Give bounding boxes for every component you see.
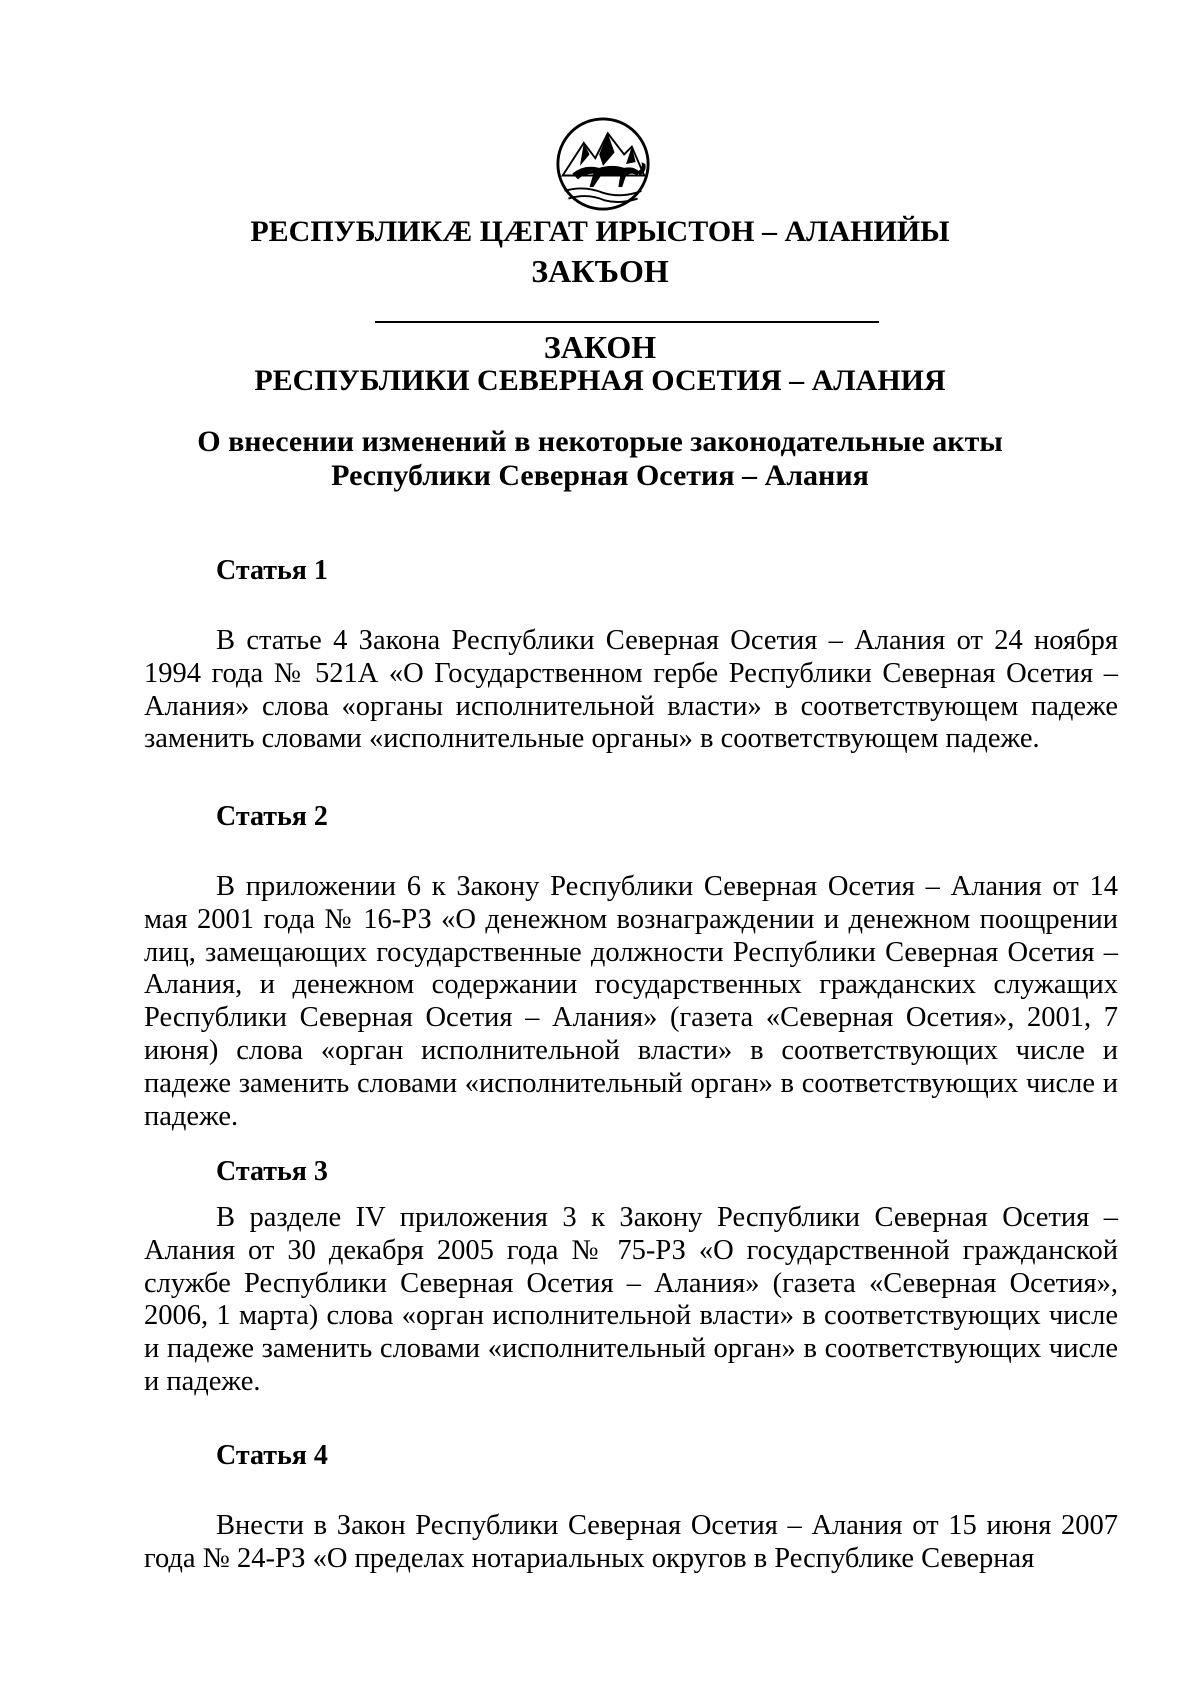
article-2: [144, 801, 1118, 1133]
article-3: [144, 1156, 1118, 1399]
article-heading: Статья 3: [216, 1156, 328, 1187]
article-4: [144, 1440, 1118, 1576]
document-title-line: О внесении изменений в некоторые законодательные акты: [197, 425, 1003, 458]
article-text: Внести в Закон Республики Северная Осетия – Алания от 15 июня 2007 года № 24-РЗ «О пределах нотариальных округов в Республике Северная: [144, 1510, 1118, 1574]
document-title-line: Республики Северная Осетия – Алания: [331, 459, 869, 492]
article-text: В разделе IV приложения 3 к Закону Республики Северная Осетия – Алания от 30 декабря 2005 года № 75-РЗ «О государственной гражданской службе Республики Северная Осетия – Алания» (газета «Северная Осетия», 2006, 1 марта) слова «орган исполнительной власти» в соответствующих числе и падеже заменить словами «исполнительный орган» в соответствующих числе и падеже.: [144, 1202, 1118, 1397]
article-heading: Статья 2: [216, 801, 328, 832]
article-text: В статье 4 Закона Республики Северная Осетия – Алания от 24 ноября 1994 года № 521А «О Государственном гербе Республики Северная Осетия – Алания» слова «органы исполнительной власти» в соответствующем падеже заменить словами «исполнительные органы» в соответствующем падеже.: [144, 625, 1118, 755]
coat-of-arms-icon: [555, 116, 651, 212]
document-title: [0, 425, 1200, 493]
article-heading: Статья 1: [216, 555, 328, 586]
russian-law-title: ЗАКОН: [543, 329, 657, 365]
article-heading: Статья 4: [216, 1440, 328, 1471]
article-1: [144, 555, 1118, 756]
russian-republic-title: РЕСПУБЛИКИ СЕВЕРНАЯ ОСЕТИЯ – АЛАНИЯ: [254, 364, 946, 397]
ossetian-republic-title: РЕСПУБЛИКÆ ЦÆГАТ ИРЫСТОН – АЛАНИЙЫ: [250, 215, 950, 248]
ossetian-law-title: ЗАКЪОН: [531, 253, 669, 289]
article-text: В приложении 6 к Закону Республики Северная Осетия – Алания от 14 мая 2001 года № 16-РЗ «О денежном вознаграждении и денежном поощрении лиц, замещающих государственные должности Республики Северная Осетия – Алания, и денежном содержании государственных гражданских служащих Республики Северная Осетия – Алания» (газета «Северная Осетия», 2001, 7 июня) слова «орган исполнительной власти» в соответствующих числе и падеже заменить словами «исполнительный орган» в соответствующих числе и падеже.: [144, 871, 1118, 1132]
header-divider: [375, 321, 879, 323]
